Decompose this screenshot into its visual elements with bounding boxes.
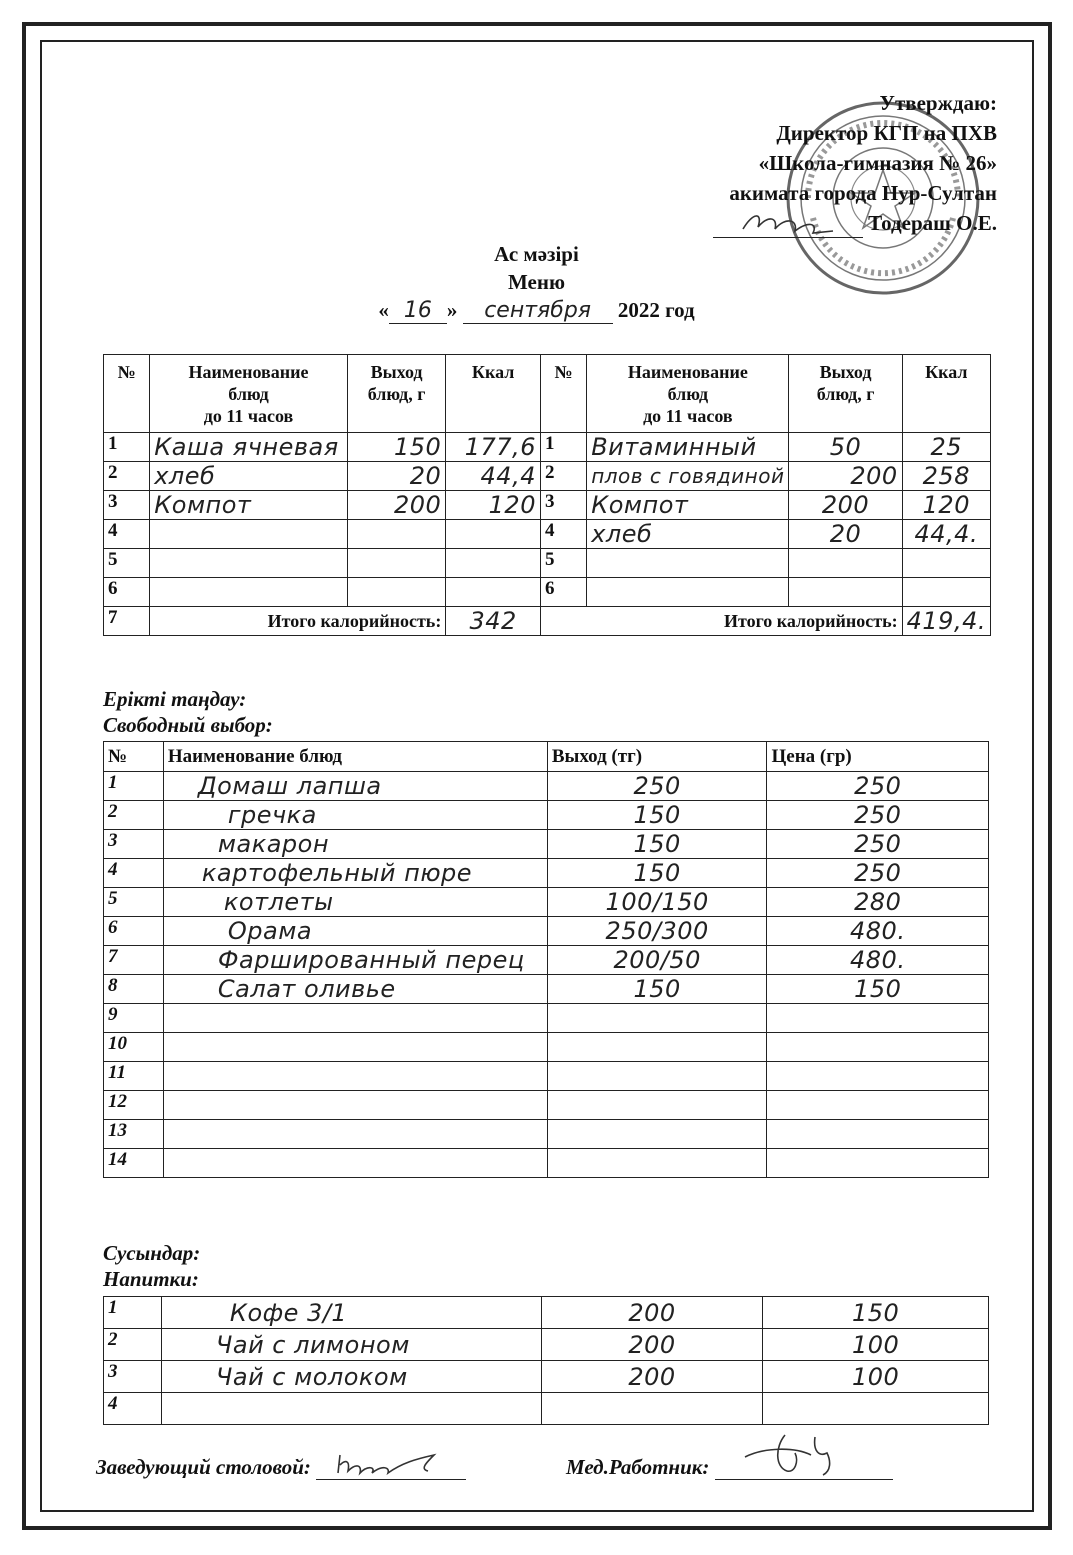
approval-line-1: Утверждаю: xyxy=(879,91,997,115)
dish-yield xyxy=(347,578,446,607)
row-num: 2 xyxy=(104,801,164,830)
menu-date: « 16 » сентября 2022 год xyxy=(378,298,695,323)
dish-name: плов с говядиной xyxy=(587,462,789,491)
free-choice-header xyxy=(104,742,989,772)
dish-price: 480. xyxy=(767,946,989,975)
row-num: 1 xyxy=(104,1297,162,1329)
table-row xyxy=(104,975,989,1004)
approval-line-5 xyxy=(713,208,997,238)
table-row xyxy=(104,772,989,801)
row-num: 5 xyxy=(540,549,586,578)
row-num: 6 xyxy=(104,917,164,946)
dish-name: картофельный пюре xyxy=(163,859,547,888)
table-row xyxy=(104,1091,989,1120)
row-num: 13 xyxy=(104,1120,164,1149)
row-num: 4 xyxy=(104,520,150,549)
drinks-label-kz: Сусындар: xyxy=(103,1241,201,1265)
table-row xyxy=(104,1329,989,1361)
dish-yield: 150 xyxy=(547,859,767,888)
row-num: 2 xyxy=(540,462,586,491)
table-row xyxy=(104,1033,989,1062)
dish-name xyxy=(150,520,348,549)
drink-name: Кофе 3/1 xyxy=(161,1297,541,1329)
dish-price: 250 xyxy=(767,772,989,801)
table-row xyxy=(104,1361,989,1393)
total-calories-label: Итого калорийность: xyxy=(540,607,902,636)
dish-yield: 20 xyxy=(789,520,902,549)
dish-yield: 100/150 xyxy=(547,888,767,917)
dish-yield xyxy=(547,1120,767,1149)
table-row xyxy=(104,1393,989,1425)
drink-name: Чай с лимоном xyxy=(161,1329,541,1361)
table-row xyxy=(104,578,991,607)
drink-yield: 200 xyxy=(541,1361,763,1393)
dish-price xyxy=(767,1004,989,1033)
dish-yield xyxy=(547,1004,767,1033)
dish-yield xyxy=(789,578,902,607)
header-yield: Выход (тг) xyxy=(547,742,767,772)
approval-block xyxy=(713,88,997,238)
menu-table xyxy=(103,354,991,636)
dish-price xyxy=(767,1120,989,1149)
dish-kcal: 44,4. xyxy=(902,520,990,549)
signature-scribble-icon xyxy=(316,1449,466,1479)
row-num: 7 xyxy=(104,946,164,975)
total-row xyxy=(104,607,991,636)
dish-yield xyxy=(347,520,446,549)
table-row xyxy=(104,462,991,491)
dish-name xyxy=(163,1004,547,1033)
dish-name xyxy=(163,1149,547,1178)
total-calories-left: 342 xyxy=(446,607,541,636)
dish-name: макарон xyxy=(163,830,547,859)
dish-yield xyxy=(547,1033,767,1062)
dish-name xyxy=(150,578,348,607)
dish-name: Салат оливье xyxy=(163,975,547,1004)
table-row xyxy=(104,946,989,975)
dish-kcal xyxy=(902,549,990,578)
table-row xyxy=(104,888,989,917)
drink-price: 100 xyxy=(763,1329,989,1361)
table-row xyxy=(104,491,991,520)
drink-name xyxy=(161,1393,541,1425)
dish-name xyxy=(587,549,789,578)
row-num: 4 xyxy=(540,520,586,549)
dish-price: 150 xyxy=(767,975,989,1004)
dish-name: Витаминный xyxy=(587,433,789,462)
table-row xyxy=(104,549,991,578)
dish-price: 480. xyxy=(767,917,989,946)
header-num: № xyxy=(540,355,586,433)
dish-yield: 50 xyxy=(789,433,902,462)
signature-scribble-icon xyxy=(713,207,863,237)
menu-table-header xyxy=(104,355,991,433)
medic-signature-line xyxy=(715,1457,893,1480)
row-num: 11 xyxy=(104,1062,164,1091)
title-ru: Меню xyxy=(507,270,565,294)
dish-yield: 150 xyxy=(547,975,767,1004)
drink-name: Чай с молоком xyxy=(161,1361,541,1393)
dish-price xyxy=(767,1033,989,1062)
approval-line-2: Директор КГП на ПХВ xyxy=(776,121,997,145)
row-num: 4 xyxy=(104,859,164,888)
drink-yield: 200 xyxy=(541,1297,763,1329)
dish-yield xyxy=(789,549,902,578)
row-num: 9 xyxy=(104,1004,164,1033)
dish-name: Фаршированный перец xyxy=(163,946,547,975)
dish-yield: 150 xyxy=(547,801,767,830)
row-num: 4 xyxy=(104,1393,162,1425)
table-row xyxy=(104,917,989,946)
drinks-table xyxy=(103,1296,989,1425)
dish-name xyxy=(163,1091,547,1120)
medic-signature xyxy=(566,1455,893,1480)
dish-yield xyxy=(347,549,446,578)
medic-label: Мед.Работник: xyxy=(566,1455,710,1479)
table-row xyxy=(104,1149,989,1178)
row-num: 1 xyxy=(104,433,150,462)
row-num: 10 xyxy=(104,1033,164,1062)
date-day: 16 xyxy=(403,298,432,323)
dish-yield: 150 xyxy=(347,433,446,462)
dish-kcal: 25 xyxy=(902,433,990,462)
row-num: 3 xyxy=(104,491,150,520)
dish-yield: 250 xyxy=(547,772,767,801)
table-row xyxy=(104,1004,989,1033)
dish-name: котлеты xyxy=(163,888,547,917)
canteen-head-label: Заведующий столовой: xyxy=(96,1455,311,1479)
dish-kcal: 120 xyxy=(446,491,541,520)
row-num: 1 xyxy=(540,433,586,462)
drink-price: 150 xyxy=(763,1297,989,1329)
dish-yield: 200 xyxy=(347,491,446,520)
row-num: 8 xyxy=(104,975,164,1004)
table-row xyxy=(104,520,991,549)
table-row xyxy=(104,859,989,888)
dish-name: гречка xyxy=(163,801,547,830)
row-num: 5 xyxy=(104,888,164,917)
table-row xyxy=(104,1297,989,1329)
canteen-head-signature xyxy=(96,1455,466,1480)
dish-price: 250 xyxy=(767,801,989,830)
dish-yield: 200 xyxy=(789,462,902,491)
drinks-label-ru: Напитки: xyxy=(103,1267,199,1291)
header-num: № xyxy=(104,355,150,433)
dish-name: Домаш лапша xyxy=(163,772,547,801)
header-price: Цена (гр) xyxy=(767,742,989,772)
dish-name: хлеб xyxy=(587,520,789,549)
row-num: 6 xyxy=(540,578,586,607)
dish-yield: 200/50 xyxy=(547,946,767,975)
dish-kcal: 44,4 xyxy=(446,462,541,491)
row-num: 3 xyxy=(104,1361,162,1393)
dish-name xyxy=(150,549,348,578)
canteen-head-signature-line xyxy=(316,1457,466,1480)
dish-yield: 20 xyxy=(347,462,446,491)
dish-name: Компот xyxy=(587,491,789,520)
header-yield: Выход блюд, г xyxy=(789,355,902,433)
row-num: 5 xyxy=(104,549,150,578)
dish-price xyxy=(767,1091,989,1120)
dish-name: хлеб xyxy=(150,462,348,491)
row-num: 14 xyxy=(104,1149,164,1178)
dish-kcal xyxy=(902,578,990,607)
dish-yield: 200 xyxy=(789,491,902,520)
dish-price xyxy=(767,1149,989,1178)
drink-yield xyxy=(541,1393,763,1425)
total-calories-label: Итого калорийность: xyxy=(150,607,446,636)
date-month: сентября xyxy=(484,298,592,323)
director-signature xyxy=(713,219,863,238)
title-kz: Ас мәзірі xyxy=(494,242,579,266)
dish-kcal xyxy=(446,520,541,549)
dish-name xyxy=(163,1120,547,1149)
table-row xyxy=(104,1062,989,1091)
dish-price: 280 xyxy=(767,888,989,917)
date-year: 2022 год xyxy=(617,298,695,322)
dish-name xyxy=(587,578,789,607)
drink-price xyxy=(763,1393,989,1425)
free-choice-label-kz: Ерікті таңдау: xyxy=(103,687,247,711)
header-yield: Выход блюд, г xyxy=(347,355,446,433)
header-name: Наименование блюд до 11 часов xyxy=(587,355,789,433)
dish-price: 250 xyxy=(767,859,989,888)
dish-name: Компот xyxy=(150,491,348,520)
drink-yield: 200 xyxy=(541,1329,763,1361)
header-name: Наименование блюд xyxy=(163,742,547,772)
director-name: Тодераш О.Е. xyxy=(868,211,997,235)
dish-price: 250 xyxy=(767,830,989,859)
table-row xyxy=(104,433,991,462)
table-row xyxy=(104,830,989,859)
row-num: 3 xyxy=(104,830,164,859)
table-row xyxy=(104,801,989,830)
dish-yield: 250/300 xyxy=(547,917,767,946)
dish-kcal: 258 xyxy=(902,462,990,491)
drink-price: 100 xyxy=(763,1361,989,1393)
approval-line-4: акимата города Нур-Султан xyxy=(729,181,997,205)
table-row xyxy=(104,1120,989,1149)
total-calories-right: 419,4. xyxy=(902,607,990,636)
row-num: 3 xyxy=(540,491,586,520)
dish-name xyxy=(163,1033,547,1062)
free-choice-label-ru: Свободный выбор: xyxy=(103,713,273,737)
dish-kcal xyxy=(446,578,541,607)
dish-price xyxy=(767,1062,989,1091)
row-num: 7 xyxy=(104,607,150,636)
row-num: 2 xyxy=(104,462,150,491)
header-kcal: Ккал xyxy=(902,355,990,433)
header-name: Наименование блюд до 11 часов xyxy=(150,355,348,433)
signature-scribble-icon xyxy=(715,1427,893,1477)
dish-kcal: 177,6 xyxy=(446,433,541,462)
dish-name xyxy=(163,1062,547,1091)
row-num: 1 xyxy=(104,772,164,801)
dish-kcal xyxy=(446,549,541,578)
dish-kcal: 120 xyxy=(902,491,990,520)
header-num: № xyxy=(104,742,164,772)
header-kcal: Ккал xyxy=(446,355,541,433)
approval-line-3: «Школа-гимназия № 26» xyxy=(758,151,997,175)
dish-yield xyxy=(547,1149,767,1178)
row-num: 6 xyxy=(104,578,150,607)
row-num: 12 xyxy=(104,1091,164,1120)
dish-yield xyxy=(547,1062,767,1091)
dish-yield: 150 xyxy=(547,830,767,859)
dish-name: Орама xyxy=(163,917,547,946)
dish-yield xyxy=(547,1091,767,1120)
row-num: 2 xyxy=(104,1329,162,1361)
free-choice-table xyxy=(103,741,989,1178)
dish-name: Каша ячневая xyxy=(150,433,348,462)
